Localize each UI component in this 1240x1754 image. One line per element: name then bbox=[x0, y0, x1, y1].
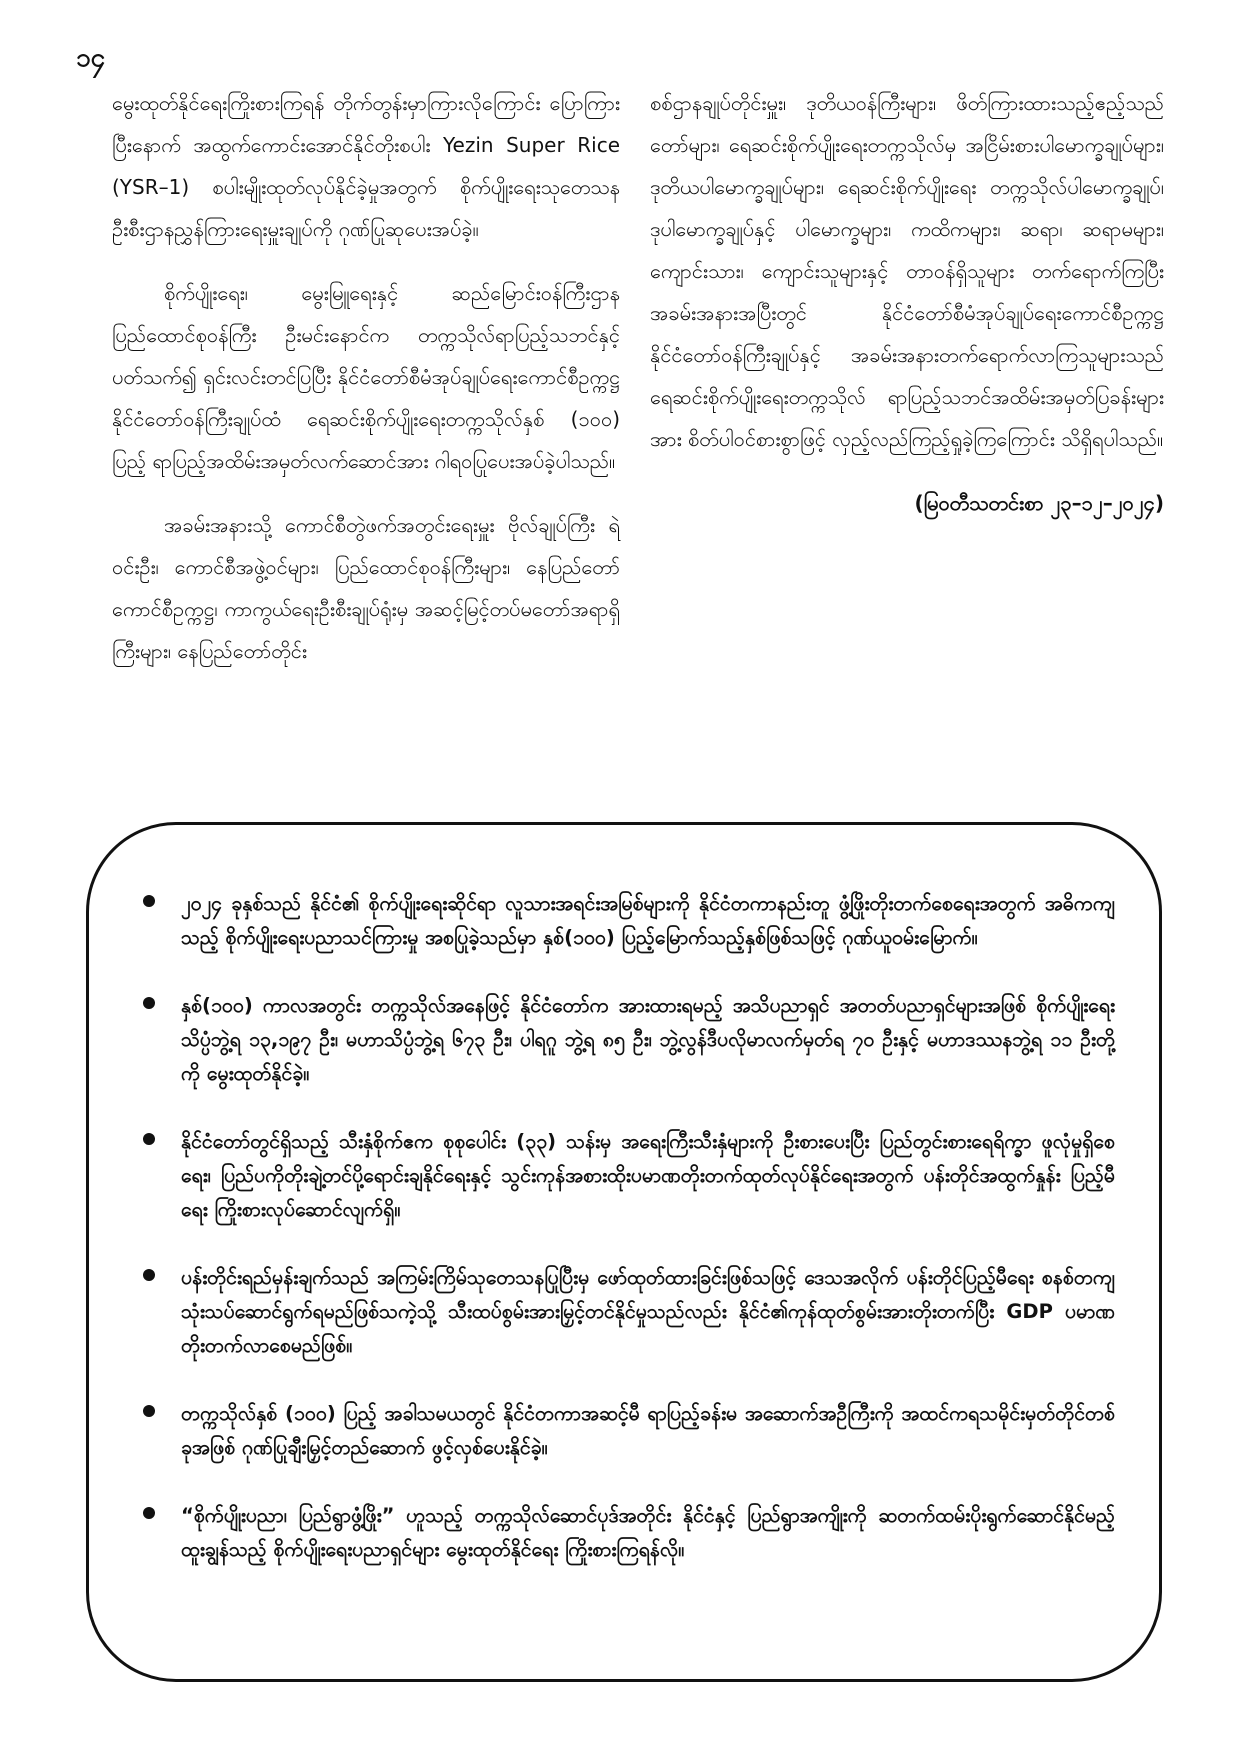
bullet-icon bbox=[143, 997, 155, 1009]
bullet-icon bbox=[143, 1269, 155, 1281]
article-paragraph: မွေးထုတ်နိုင်ရေးကြိုးစားကြရန် တိုက်တွန်းမှာကြားလိုကြောင်း ပြောကြားပြီးနောက် အထွက်ကောင်းအောင်နိုင်တိုးစပါး Yezin Super Rice (YSR–1) စပါးမျိုးထုတ်လုပ်နိုင်ခဲ့မှုအတွက် စိုက်ပျိုးရေးသုတေသနဦးစီးဌာနညွှန်ကြားရေးမှူးချုပ်ကို ဂုဏ်ပြုဆုပေးအပ်ခဲ့။ bbox=[112, 91, 620, 241]
article-paragraph: စိုက်ပျိုးရေး၊ မွေးမြူရေးနှင့် ဆည်မြောင်းဝန်ကြီးဌာနပြည်ထောင်စုဝန်ကြီး ဦးမင်းနောင်က တက္ကသိုလ်ရာပြည့်သဘင်နှင့်ပတ်သက်၍ ရှင်းလင်းတင်ပြပြီး နိုင်ငံတော်စီမံအုပ်ချုပ်ရေးကောင်စီဥက္ကဋ္ဌ နိုင်ငံတော်ဝန်ကြီးချုပ်ထံ ရေဆင်းစိုက်ပျိုးရေးတက္ကသိုလ်နှစ် (၁၀၀) ပြည့် ရာပြည့်အထိမ်းအမှတ်လက်ဆောင်အား ဂါရဝပြုပေးအပ်ခဲ့ပါသည်။ bbox=[112, 281, 620, 473]
bullet-icon bbox=[143, 895, 155, 907]
highlight-item bbox=[133, 1125, 1115, 1227]
highlight-text: တက္ကသိုလ်နှစ် (၁၀၀) ပြည့် အခါသမယတွင် နိုင်ငံတကာအဆင့်မီ ရာပြည့်ခန်းမ အဆောက်အဦကြီးကို အထင်ကရသမိုင်းမှတ်တိုင်တစ်ခုအဖြစ် ဂုဏ်ပြုချီးမြှင့်တည်ဆောက် ဖွင့်လှစ်ပေးနိုင်ခဲ့။ bbox=[181, 1402, 1115, 1459]
highlight-item bbox=[133, 887, 1115, 955]
highlight-item bbox=[133, 1499, 1115, 1567]
highlight-text: နိုင်ငံတော်တွင်ရှိသည့် သီးနှံစိုက်ဧက စုစုပေါင်း (၃၃) သန်းမှ အရေးကြီးသီးနှံများကို ဦးစားပေးပြီး ပြည်တွင်းစားရေရိက္ခာ ဖူလုံမှုရှိစေရေး၊ ပြည်ပကိုတိုးချဲ့တင်ပို့ရောင်းချနိုင်ရေးနှင့် သွင်းကုန်အစားထိုးပမာဏတိုးတက်ထုတ်လုပ်နိုင်ရေးအတွက် ပန်းတိုင်အထွက်နှုန်း ပြည့်မီရေး ကြိုးစားလုပ်ဆောင်လျက်ရှိ။ bbox=[181, 1130, 1115, 1221]
bullet-icon bbox=[143, 1507, 155, 1519]
page-number: ၁၄ bbox=[76, 43, 106, 73]
highlight-item bbox=[133, 1397, 1115, 1465]
bullet-icon bbox=[143, 1133, 155, 1145]
highlight-text: “စိုက်ပျိုးပညာ၊ ပြည်ရွာဖွံ့ဖြိုး” ဟူသည့် တက္ကသိုလ်ဆောင်ပုဒ်အတိုင်း နိုင်ငံနှင့် ပြည်ရွာအကျိုးကို ဆတက်ထမ်းပိုးရွက်ဆောင်နိုင်မည့် ထူးချွန်သည့် စိုက်ပျိုးရေးပညာရှင်များ မွေးထုတ်နိုင်ရေး ကြိုးစားကြရန်လို။ bbox=[181, 1504, 1115, 1561]
left-column bbox=[112, 82, 620, 694]
highlight-item bbox=[133, 989, 1115, 1091]
highlight-text: ၂၀၂၄ ခုနှစ်သည် နိုင်ငံ၏ စိုက်ပျိုးရေးဆိုင်ရာ လူသားအရင်းအမြစ်များကို နိုင်ငံတကာနည်းတူ ဖွံ့ဖြိုးတိုးတက်စေရေးအတွက် အဓိကကျသည့် စိုက်ပျိုးရေးပညာသင်ကြားမှု အစပြုခဲ့သည်မှာ နှစ်(၁၀၀) ပြည့်မြောက်သည့်နှစ်ဖြစ်သဖြင့် ဂုဏ်ယူဝမ်းမြောက်။ bbox=[181, 892, 1115, 949]
article-paragraph: စစ်ဌာနချုပ်တိုင်းမှူး၊ ဒုတိယဝန်ကြီးများ၊ ဖိတ်ကြားထားသည့်ဧည့်သည်တော်များ၊ ရေဆင်းစိုက်ပျိုးရေးတက္ကသိုလ်မှ အငြိမ်းစားပါမောက္ခချုပ်များ၊ ဒုတိယပါမောက္ခချုပ်များ၊ ရေဆင်းစိုက်ပျိုးရေး တက္ကသိုလ်ပါမောက္ခချုပ်၊ ဒုပါမောက္ခချုပ်နှင့် ပါမောက္ခများ၊ ကထိကများ၊ ဆရာ၊ ဆရာမများ၊ ကျောင်းသား၊ ကျောင်းသူများနှင့် တာဝန်ရှိသူများ တက်ရောက်ကြပြီး အခမ်းအနားအပြီးတွင် နိုင်ငံတော်စီမံအုပ်ချုပ်ရေးကောင်စီဥက္ကဋ္ဌ နိုင်ငံတော်ဝန်ကြီးချုပ်နှင့် အခမ်းအနားတက်ရောက်လာကြသူများသည်ရေဆင်းစိုက်ပျိုးရေးတက္ကသိုလ် ရာပြည့်သဘင်အထိမ်းအမှတ်ပြခန်းများအား စိတ်ပါဝင်စားစွာဖြင့် လှည့်လည်ကြည့်ရှုခဲ့ကြကြောင်း သိရှိရပါသည်။ bbox=[650, 91, 1164, 451]
source-citation: (မြဝတီသတင်းစာ ၂၃–၁၂–၂၀၂၄) bbox=[914, 491, 1164, 515]
highlights-list bbox=[133, 887, 1115, 1567]
highlights-box bbox=[86, 822, 1162, 1682]
right-column bbox=[650, 82, 1164, 524]
highlight-item bbox=[133, 1261, 1115, 1363]
highlight-text: ပန်းတိုင်းရည်မှန်းချက်သည် အကြမ်းကြိမ်သုတေသနပြုပြီးမှ ဖော်ထုတ်ထားခြင်းဖြစ်သဖြင့် ဒေသအလိုက် ပန်းတိုင်ပြည့်မီရေး စနစ်တကျ သုံးသပ်ဆောင်ရွက်ရမည်ဖြစ်သကဲ့သို့ သီးထပ်စွမ်းအားမြှင့်တင်နိုင်မှုသည်လည်း နိုင်ငံ၏ကုန်ထုတ်စွမ်းအားတိုးတက်ပြီး GDP ပမာဏတိုးတက်လာစေမည်ဖြစ်။ bbox=[181, 1266, 1115, 1357]
highlight-text: နှစ်(၁၀၀) ကာလအတွင်း တက္ကသိုလ်အနေဖြင့် နိုင်ငံတော်က အားထားရမည့် အသိပညာရှင် အတတ်ပညာရှင်များအဖြစ် စိုက်ပျိုးရေးသိပ္ပံဘွဲ့ရ ၁၃,၁၉၇ ဦး၊ မဟာသိပ္ပံဘွဲ့ရ ၆၇၃ ဦး၊ ပါရဂူ ဘွဲ့ရ ၈၅ ဦး၊ ဘွဲ့လွန်ဒီပလိုမာလက်မှတ်ရ ၇၀ ဦးနှင့် မဟာဒဿနဘွဲ့ရ ၁၁ ဦးတို့ကို မွေးထုတ်နိုင်ခဲ့။ bbox=[181, 994, 1115, 1085]
bullet-icon bbox=[143, 1405, 155, 1417]
article-paragraph: အခမ်းအနားသို့ ကောင်စီတွဲဖက်အတွင်းရေးမှူး ဗိုလ်ချုပ်ကြီး ရဲဝင်းဦး၊ ကောင်စီအဖွဲ့ဝင်များ၊ ပြည်ထောင်စုဝန်ကြီးများ၊ နေပြည်တော်ကောင်စီဥက္ကဋ္ဌ၊ ကာကွယ်ရေးဦးစီးချုပ်ရုံးမှ အဆင့်မြင့်တပ်မတော်အရာရှိကြီးများ၊ နေပြည်တော်တိုင်း bbox=[112, 513, 620, 663]
